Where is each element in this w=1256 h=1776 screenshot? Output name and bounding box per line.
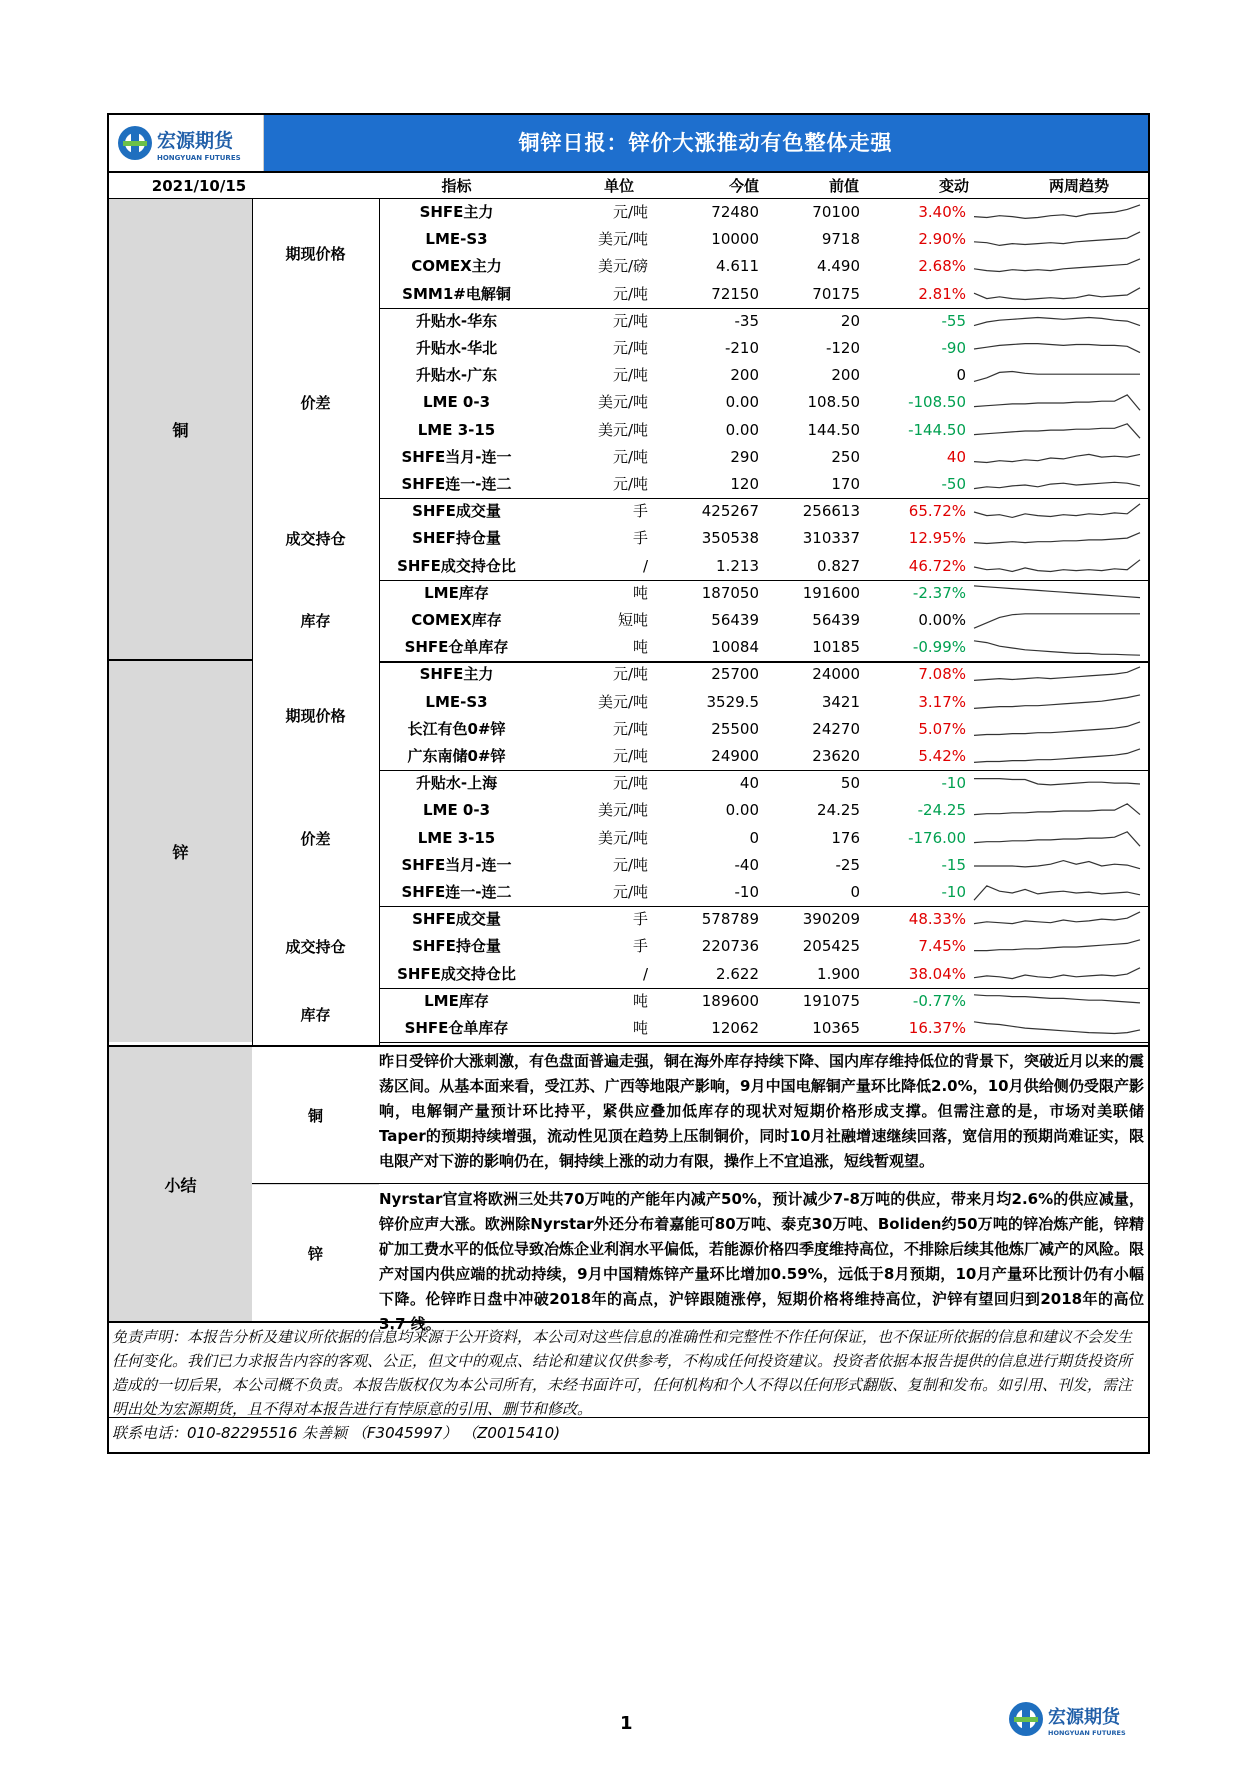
current-value-cell: 72480 (711, 203, 759, 221)
current-value-cell: 0 (749, 828, 759, 847)
previous-value-cell: 200 (831, 366, 860, 385)
trend-sparkline (972, 964, 1142, 986)
report-container (107, 113, 1150, 1454)
trend-sparkline (972, 800, 1142, 822)
summary-zinc-label: 锌 (252, 1185, 379, 1321)
trend-sparkline (972, 637, 1142, 659)
table-row (379, 281, 1148, 308)
change-cell: 65.72% (908, 502, 966, 521)
trend-sparkline (972, 1018, 1142, 1040)
table-row (379, 634, 1148, 661)
group-label: 期现价格 (252, 661, 379, 770)
indicator-cell: 升贴水-华东 (415, 311, 498, 330)
indicator-cell: SHFE仓单库存 (404, 638, 509, 657)
change-cell: -50 (941, 475, 966, 493)
change-cell: 7.08% (918, 665, 966, 684)
col-unit: 单位 (603, 177, 634, 195)
trend-line (974, 667, 1140, 681)
change-cell: 5.07% (918, 719, 966, 738)
page-number: 1 (620, 1713, 633, 1734)
trend-sparkline (972, 528, 1142, 550)
metal-label: 锌 (109, 661, 252, 1042)
unit-cell: 短吨 (617, 611, 648, 629)
table-row (379, 988, 1148, 1015)
previous-value-cell: 20 (840, 311, 860, 330)
previous-value-cell: 56439 (812, 611, 860, 629)
indicator-cell: LME-S3 (425, 230, 488, 249)
table-row (379, 226, 1148, 253)
footer-brand-cn: 宏源期货 (1048, 1707, 1120, 1728)
current-value-cell: 4.611 (716, 257, 759, 276)
unit-cell: 吨 (632, 583, 648, 602)
unit-cell: 元/吨 (612, 475, 648, 493)
indicator-cell: 升贴水-华北 (415, 339, 498, 357)
indicator-cell: SHFE主力 (419, 203, 494, 221)
change-cell: 16.37% (908, 1019, 966, 1037)
table-row (379, 308, 1148, 335)
unit-cell: 元/吨 (612, 366, 648, 385)
change-cell: 0.00% (918, 611, 966, 629)
indicator-cell: LME 0-3 (422, 393, 491, 412)
report-banner (109, 115, 1148, 171)
previous-value-cell: 0 (850, 883, 860, 901)
previous-value-cell: 176 (831, 828, 860, 847)
unit-cell: 元/吨 (612, 774, 648, 793)
table-header (109, 171, 1148, 199)
indicator-cell: 长江有色0#锌 (407, 719, 506, 738)
unit-cell: 手 (632, 502, 648, 521)
change-cell: 3.40% (918, 203, 966, 221)
previous-value-cell: 70100 (812, 203, 860, 221)
table-row (379, 933, 1148, 960)
table-row (379, 716, 1148, 743)
current-value-cell: 40 (739, 774, 759, 793)
trend-line (974, 912, 1140, 924)
unit-cell: 元/吨 (612, 855, 648, 874)
trend-line (974, 804, 1140, 815)
trend-sparkline (972, 556, 1142, 578)
indicator-cell: SHFE连一-连二 (401, 883, 512, 901)
current-value-cell: 0.00 (725, 801, 759, 820)
change-cell: 2.68% (918, 257, 966, 276)
change-cell: -55 (941, 311, 966, 330)
unit-cell: 手 (632, 910, 648, 929)
current-value-cell: 10084 (711, 638, 759, 657)
metal-label: 铜 (109, 199, 252, 661)
change-cell: -90 (941, 339, 966, 357)
change-cell: 3.17% (918, 692, 966, 711)
trend-line (974, 779, 1140, 785)
unit-cell: 吨 (632, 1019, 648, 1037)
trend-sparkline (972, 474, 1142, 496)
change-cell: 2.81% (918, 284, 966, 303)
trend-line (974, 641, 1140, 655)
current-value-cell: 120 (730, 475, 759, 493)
indicator-cell: LME-S3 (425, 692, 488, 711)
table-row (379, 525, 1148, 552)
table-row (379, 825, 1148, 852)
company-logo (109, 115, 264, 171)
change-cell: 2.90% (918, 230, 966, 249)
group-label: 价差 (252, 308, 379, 498)
table-row (379, 389, 1148, 416)
previous-value-cell: 70175 (812, 284, 860, 303)
trend-line (974, 860, 1140, 868)
trend-sparkline (972, 583, 1142, 605)
unit-cell: 元/吨 (612, 665, 648, 684)
change-cell: -2.37% (912, 583, 966, 602)
trend-sparkline (972, 936, 1142, 958)
change-cell: 5.42% (918, 747, 966, 765)
unit-cell: 元/吨 (612, 311, 648, 330)
indicator-cell: SHFE成交量 (412, 910, 501, 929)
current-value-cell: 578789 (701, 910, 759, 929)
indicator-cell: SHFE仓单库存 (404, 1019, 509, 1037)
previous-value-cell: 24000 (812, 665, 860, 684)
previous-value-cell: 191075 (802, 991, 860, 1010)
previous-value-cell: 310337 (802, 529, 860, 548)
unit-cell: 美元/吨 (597, 393, 648, 412)
trend-line (974, 614, 1140, 628)
column-divider (379, 199, 380, 1045)
current-value-cell: -210 (724, 339, 759, 357)
trend-sparkline (972, 392, 1142, 414)
previous-value-cell: 250 (831, 447, 860, 466)
indicator-cell: LME 0-3 (422, 801, 491, 820)
indicator-cell: LME库存 (424, 583, 489, 602)
trend-line (974, 533, 1140, 544)
trend-sparkline (972, 828, 1142, 850)
logo-brand-en: HONGYUAN FUTURES (157, 154, 241, 162)
report-date: 2021/10/15 (151, 177, 247, 195)
current-value-cell: 0.00 (725, 420, 759, 439)
summary-copper-label: 铜 (252, 1047, 379, 1183)
previous-value-cell: 9718 (821, 230, 860, 249)
table-row (379, 879, 1148, 906)
current-value-cell: -10 (734, 883, 759, 901)
unit-cell: 美元/吨 (597, 801, 648, 820)
previous-value-cell: -120 (825, 339, 860, 357)
unit-cell: / (642, 964, 648, 983)
table-row (379, 335, 1148, 362)
previous-value-cell: 3421 (821, 692, 860, 711)
change-cell: -176.00 (908, 828, 966, 847)
trend-sparkline (972, 882, 1142, 904)
previous-value-cell: 390209 (802, 910, 860, 929)
previous-value-cell: -25 (835, 855, 860, 874)
unit-cell: / (642, 556, 648, 575)
current-value-cell: 2.622 (716, 964, 759, 983)
trend-line (974, 967, 1140, 978)
trend-sparkline (972, 692, 1142, 714)
previous-value-cell: 24270 (812, 719, 860, 738)
change-cell: -10 (941, 774, 966, 793)
logo-brand-cn: 宏源期货 (157, 130, 234, 152)
table-row (379, 1015, 1148, 1042)
trend-line (974, 940, 1140, 951)
previous-value-cell: 24.25 (817, 801, 860, 820)
table-row (379, 444, 1148, 471)
previous-value-cell: 1.900 (817, 964, 860, 983)
table-row (379, 498, 1148, 525)
contact-info: 联系电话：010-82295516 朱善颖 （F3045997） （Z0015410) (109, 1417, 1148, 1452)
current-value-cell: -40 (734, 855, 759, 874)
summary-divider (252, 1183, 1148, 1184)
indicator-cell: SHFE持仓量 (412, 937, 501, 956)
current-value-cell: 24900 (711, 747, 759, 765)
trend-line (974, 232, 1140, 246)
change-cell: -108.50 (908, 393, 966, 412)
indicator-cell: SHFE当月-连一 (401, 855, 512, 874)
previous-value-cell: 10365 (812, 1019, 860, 1037)
current-value-cell: 189600 (701, 991, 759, 1010)
table-row (379, 471, 1148, 498)
hongyuan-logo-icon (109, 115, 263, 171)
trend-sparkline (972, 284, 1142, 306)
trend-line (974, 831, 1140, 845)
group-label: 成交持仓 (252, 906, 379, 988)
table-row (379, 417, 1148, 444)
indicator-cell: LME 3-15 (417, 420, 496, 439)
trend-sparkline (972, 202, 1142, 224)
trend-line (974, 454, 1140, 462)
trend-sparkline (972, 773, 1142, 795)
change-cell: -15 (941, 855, 966, 874)
trend-line (974, 1022, 1140, 1034)
current-value-cell: 3529.5 (706, 692, 759, 711)
unit-cell: 元/吨 (612, 284, 648, 303)
trend-line (974, 886, 1140, 900)
col-change: 变动 (938, 177, 969, 195)
previous-value-cell: 4.490 (817, 257, 860, 276)
group-label: 库存 (252, 988, 379, 1042)
unit-cell: 美元/吨 (597, 828, 648, 847)
unit-cell: 美元/磅 (597, 257, 648, 276)
current-value-cell: 10000 (711, 230, 759, 249)
indicator-cell: 广东南储0#锌 (407, 747, 506, 765)
table-row (379, 961, 1148, 988)
previous-value-cell: 205425 (802, 937, 860, 956)
current-value-cell: -35 (734, 311, 759, 330)
current-value-cell: 350538 (701, 529, 759, 548)
change-cell: 46.72% (908, 556, 966, 575)
column-divider (252, 199, 253, 1045)
col-trend: 两周趋势 (1048, 177, 1109, 195)
unit-cell: 元/吨 (612, 883, 648, 901)
indicator-cell: SHFE成交持仓比 (397, 964, 516, 983)
previous-value-cell: 170 (831, 475, 860, 493)
indicator-cell: LME库存 (424, 991, 489, 1010)
trend-sparkline (972, 256, 1142, 278)
table-row (379, 362, 1148, 389)
copper-summary-text: 昨日受锌价大涨刺激，有色盘面普遍走强，铜在海外库存持续下降、国内库存维持低位的背景下，突破近月以来的震荡区间。从基本面来看，受江苏、广西等地限产影响，9月中国电解铜产量环比降低2.0%，10月供给侧仍受限产影响，电解铜产量预计环比持平，紧供应叠加低库存的现状对短期价格形成支撑。但需注意的是，市场对美联储Taper的预期持续增强，流动性见顶在趋势上压制铜价，同时10月社融增速继续回落，宽信用的预期尚难证实，限电限产对下游的影响仍在，铜持续上涨的动力有限，操作上不宜追涨，短线暂观望。 (379, 1052, 1145, 1170)
previous-value-cell: 50 (840, 774, 860, 793)
trend-line (974, 259, 1140, 272)
current-value-cell: 290 (730, 447, 759, 466)
indicator-cell: SHFE主力 (419, 665, 494, 684)
indicator-cell: SHFE成交量 (412, 502, 501, 521)
unit-cell: 手 (632, 937, 648, 956)
table-row (379, 770, 1148, 797)
indicator-cell: COMEX主力 (411, 257, 502, 276)
current-value-cell: 187050 (701, 583, 759, 602)
unit-cell: 元/吨 (612, 447, 648, 466)
report-title: 铜锌日报：锌价大涨推动有色整体走强 (518, 131, 893, 155)
trend-line (974, 372, 1140, 382)
previous-value-cell: 108.50 (807, 393, 860, 412)
change-cell: -144.50 (908, 420, 966, 439)
trend-line (974, 586, 1140, 598)
trend-sparkline (972, 664, 1142, 686)
indicator-cell: SHFE成交持仓比 (397, 556, 516, 575)
trend-sparkline (972, 746, 1142, 768)
trend-line (974, 423, 1140, 437)
table-row (379, 689, 1148, 716)
unit-cell: 元/吨 (612, 203, 648, 221)
change-cell: 38.04% (908, 964, 966, 983)
change-cell: -24.25 (917, 801, 966, 820)
indicator-cell: 升贴水-上海 (415, 774, 498, 793)
table-row (379, 553, 1148, 580)
previous-value-cell: 23620 (812, 747, 860, 765)
change-cell: -10 (941, 883, 966, 901)
current-value-cell: 1.213 (716, 556, 759, 575)
change-cell: 7.45% (918, 937, 966, 956)
col-previous: 前值 (828, 177, 859, 195)
current-value-cell: 0.00 (725, 393, 759, 412)
trend-sparkline (972, 991, 1142, 1013)
previous-value-cell: 144.50 (807, 420, 860, 439)
trend-line (974, 205, 1140, 219)
indicator-cell: 升贴水-广东 (415, 366, 498, 385)
indicator-cell: SHFE连一-连二 (401, 475, 512, 493)
trend-line (974, 694, 1140, 708)
footer-brand-en: HONGYUAN FUTURES (1048, 1729, 1126, 1737)
previous-value-cell: 10185 (812, 638, 860, 657)
table-row (379, 661, 1148, 688)
trend-sparkline (972, 338, 1142, 360)
current-value-cell: 425267 (701, 502, 759, 521)
indicator-cell: SHFE当月-连一 (401, 447, 512, 466)
current-value-cell: 200 (730, 366, 759, 385)
trend-sparkline (972, 909, 1142, 931)
unit-cell: 元/吨 (612, 339, 648, 357)
change-cell: 12.95% (908, 529, 966, 548)
trend-line (974, 344, 1140, 353)
indicator-cell: LME 3-15 (417, 828, 496, 847)
change-cell: -0.77% (912, 991, 966, 1010)
previous-value-cell: 256613 (802, 502, 860, 521)
disclaimer: 免责声明：本报告分析及建议所依据的信息均来源于公开资料，本公司对这些信息的准确性和完整性不作任何保证，也不保证所依据的信息和建议不会发生任何变化。我们已力求报告内容的客观、公正，但文中的观点、结论和建议仅供参考，不构成任何投资建议。投资者依据本报告提供的信息进行期货投资所造成的一切后果，本公司概不负责。本报告版权仅为本公司所有，未经书面许可，任何机构和个人不得以任何形式翻版、复制和发布。如引用、刊发，需注明出处为宏源期货，且不得对本报告进行有悖原意的引用、删节和修改。 (109, 1321, 1148, 1417)
change-cell: 0 (956, 366, 966, 385)
indicator-cell: SHEF持仓量 (412, 529, 501, 548)
unit-cell: 元/吨 (612, 747, 648, 765)
group-separator (379, 1042, 1148, 1043)
current-value-cell: 25700 (711, 665, 759, 684)
group-label: 期现价格 (252, 199, 379, 308)
table-row (379, 199, 1148, 226)
change-cell: 40 (946, 447, 966, 466)
trend-sparkline (972, 719, 1142, 741)
table-row (379, 852, 1148, 879)
previous-value-cell: 0.827 (817, 556, 860, 575)
trend-line (974, 482, 1140, 488)
current-value-cell: 25500 (711, 719, 759, 738)
trend-sparkline (972, 447, 1142, 469)
summary-section (109, 1045, 1148, 1333)
table-row (379, 580, 1148, 607)
data-grid (109, 199, 1148, 1045)
trend-line (974, 559, 1140, 571)
indicator-cell: SMM1#电解铜 (402, 284, 511, 303)
current-value-cell: 220736 (701, 937, 759, 956)
table-row (379, 906, 1148, 933)
current-value-cell: 56439 (711, 611, 759, 629)
zinc-summary-text: Nyrstar官宣将欧洲三处共70万吨的产能年内减产50%，预计减少7-8万吨的供应，带来月均2.6%的供应减量，锌价应声大涨。欧洲除Nyrstar外还分布着嘉能可80万吨、泰克30万吨、Boliden约50万吨的锌冶炼产能，锌精矿加工费水平的低位导致冶炼企业利润水平偏低，若能源价格四季度维持高位，不排除后续其他炼厂减产的风险。限产对国内供应端的扰动持续，9月中国精炼锌产量环比增加0.59%，远低于8月预期，10月产量环比预计仍有小幅下降。伦锌昨日盘中冲破2018年的高点，沪锌跟随涨停，短期价格将维持高位，沪锌有望回归到2018年的高位3.7 线。 (379, 1190, 1145, 1333)
change-cell: -0.99% (912, 638, 966, 657)
current-value-cell: 72150 (711, 284, 759, 303)
table-row (379, 797, 1148, 824)
trend-line (974, 317, 1140, 325)
change-cell: 48.33% (908, 910, 966, 929)
trend-sparkline (972, 420, 1142, 442)
trend-line (974, 722, 1140, 736)
previous-value-cell: 191600 (802, 583, 860, 602)
unit-cell: 美元/吨 (597, 230, 648, 249)
trend-sparkline (972, 501, 1142, 523)
trend-sparkline (972, 229, 1142, 251)
table-row (379, 743, 1148, 770)
group-label: 库存 (252, 580, 379, 662)
trend-line (974, 504, 1140, 518)
unit-cell: 美元/吨 (597, 420, 648, 439)
trend-line (974, 287, 1140, 299)
trend-line (974, 749, 1140, 763)
table-row (379, 607, 1148, 634)
unit-cell: 吨 (632, 991, 648, 1010)
trend-line (974, 395, 1140, 410)
table-row (379, 253, 1148, 280)
group-label: 成交持仓 (252, 498, 379, 580)
unit-cell: 吨 (632, 638, 648, 657)
trend-sparkline (972, 311, 1142, 333)
group-label: 价差 (252, 770, 379, 906)
trend-sparkline (972, 365, 1142, 387)
unit-cell: 美元/吨 (597, 692, 648, 711)
trend-line (974, 995, 1140, 1003)
col-current: 今值 (728, 177, 759, 195)
trend-sparkline (972, 610, 1142, 632)
indicator-cell: COMEX库存 (411, 611, 502, 629)
trend-sparkline (972, 855, 1142, 877)
unit-cell: 元/吨 (612, 719, 648, 738)
current-value-cell: 12062 (711, 1019, 759, 1037)
summary-label: 小结 (109, 1047, 252, 1321)
col-indicator: 指标 (441, 177, 472, 195)
footer-logo-icon (1004, 1693, 1150, 1745)
unit-cell: 手 (632, 529, 648, 548)
